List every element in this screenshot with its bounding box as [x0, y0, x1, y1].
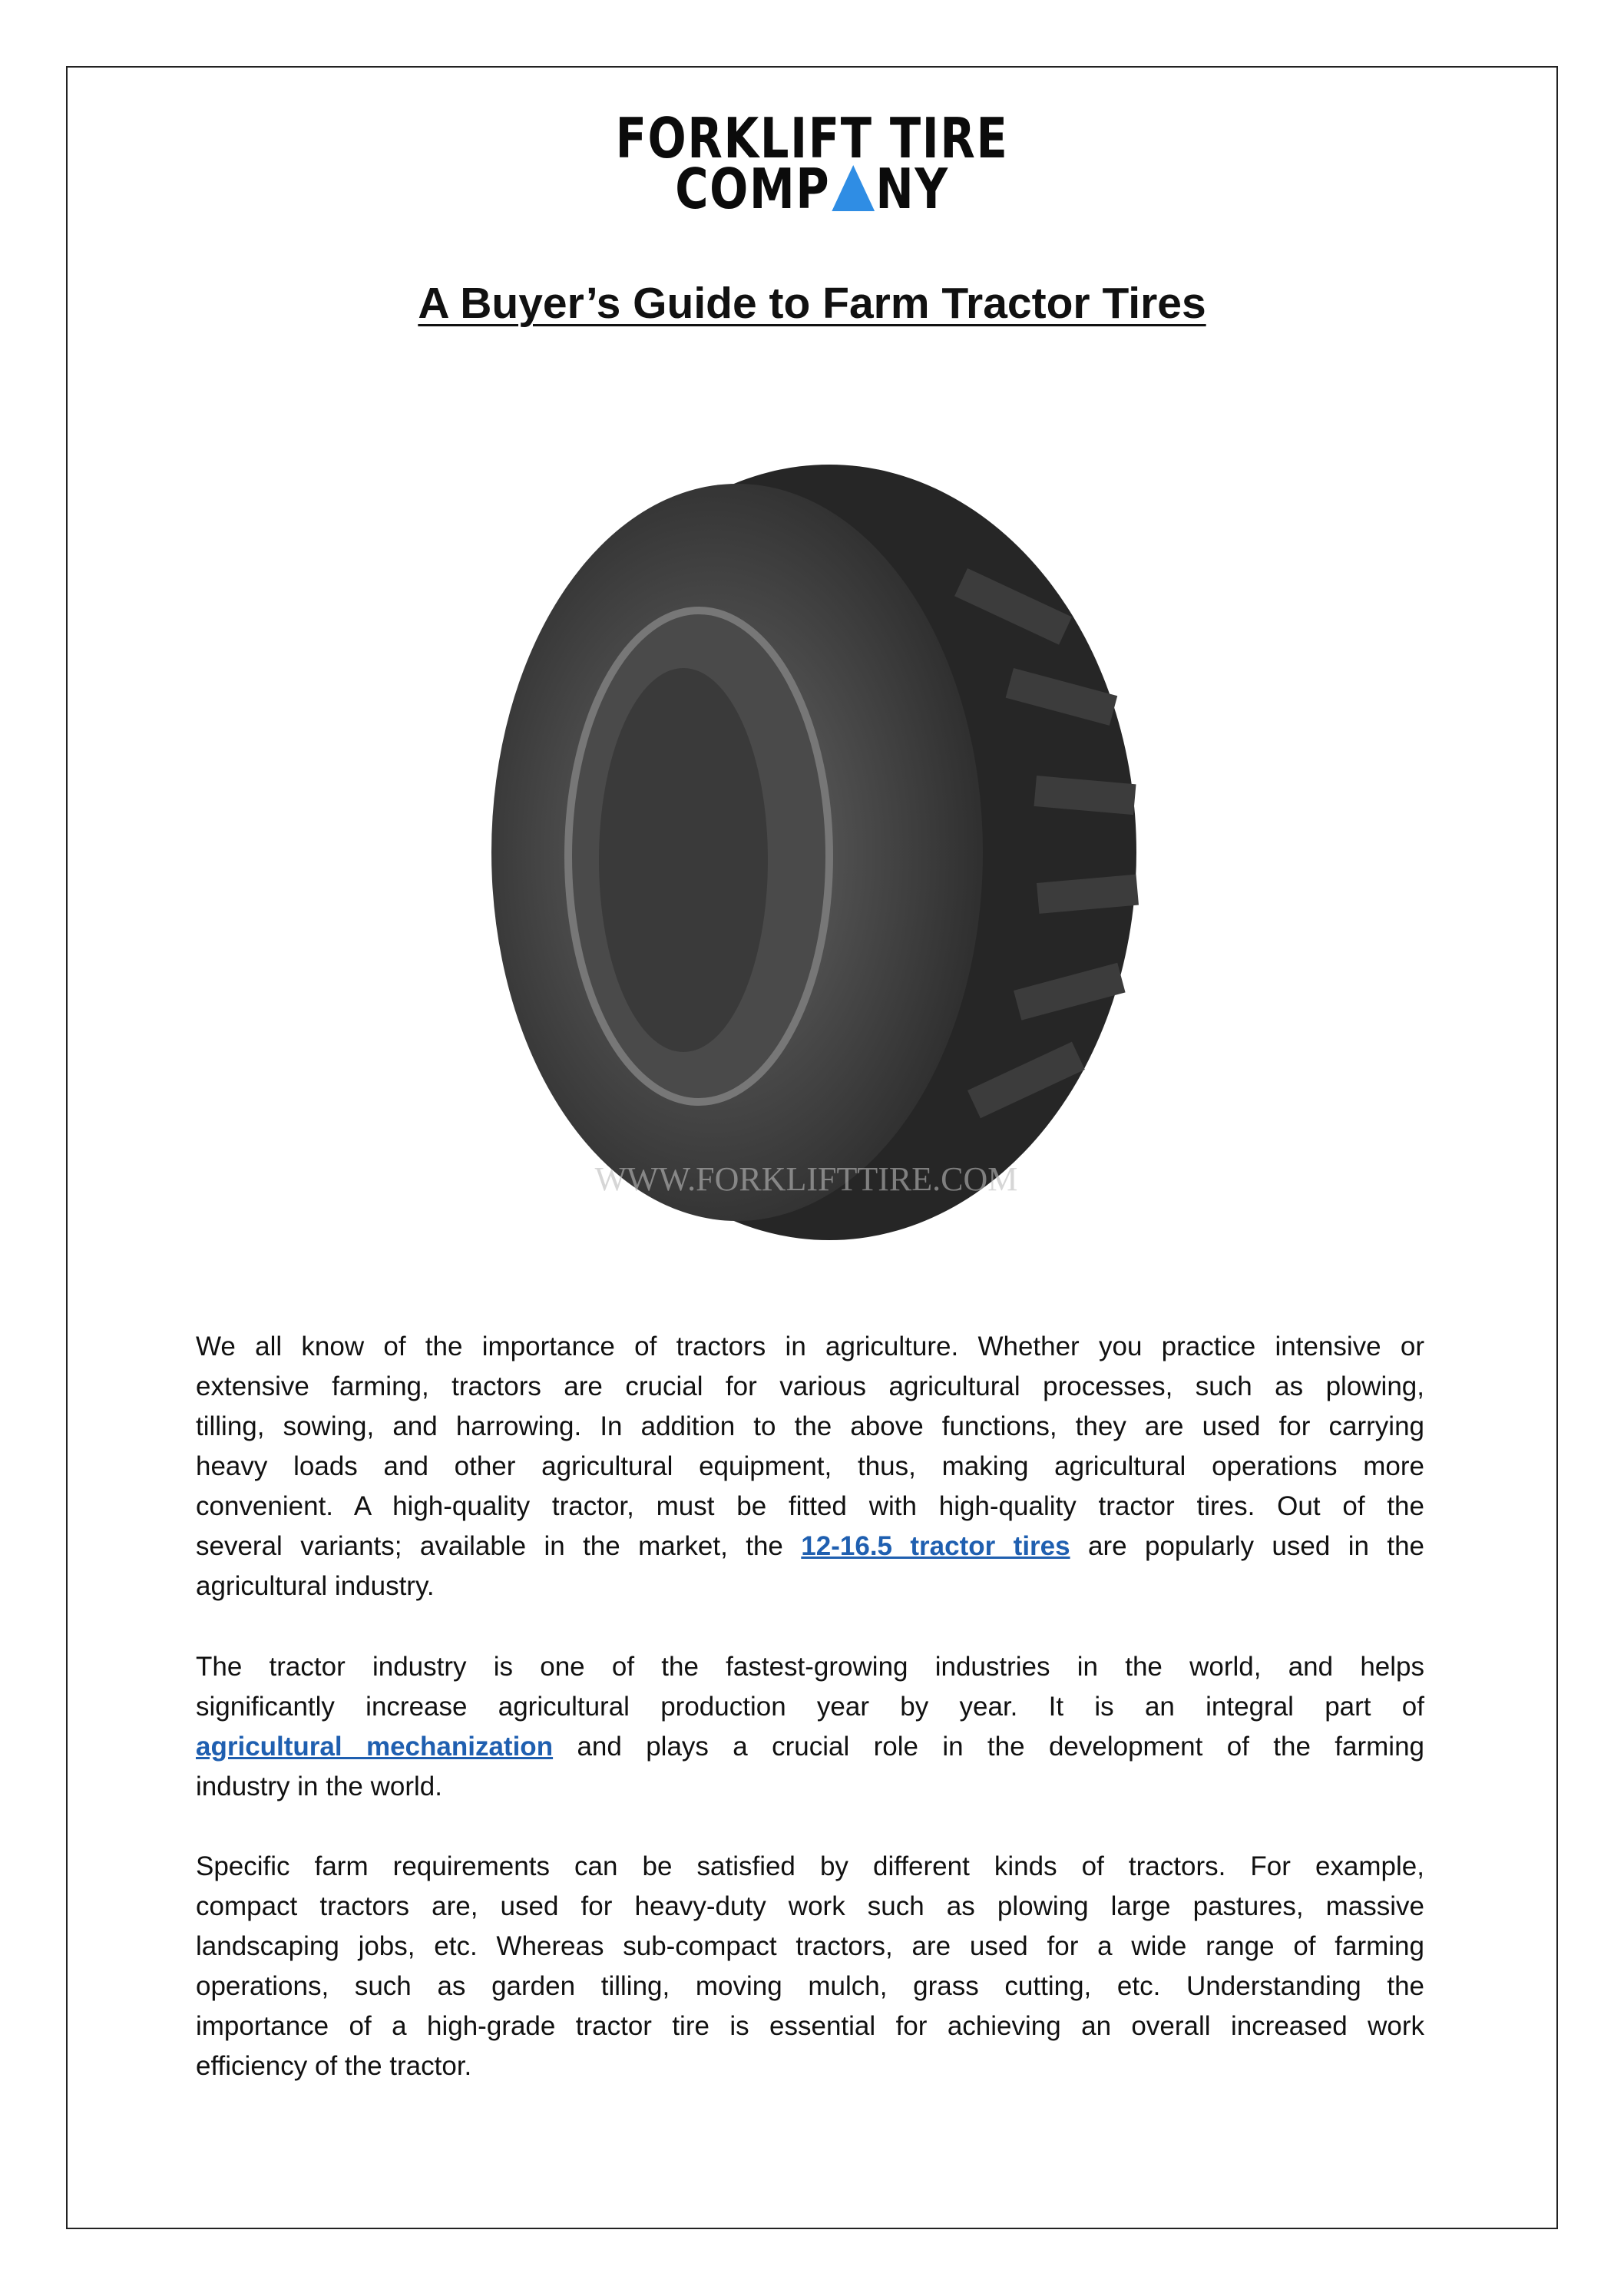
text-line: operations, such as garden tilling, moving mulch, grass cutting, etc. Understanding the [196, 1971, 1424, 2001]
text-line [196, 1727, 1424, 1767]
tire-inner [599, 668, 768, 1052]
text-segment: several variants; available in the market, the [196, 1531, 783, 1561]
text-line: industry in the world. [196, 1772, 442, 1801]
text-line: Specific farm requirements can be satisfied by different kinds of tractors. For example, [196, 1851, 1424, 1881]
page-title: A Buyer’s Guide to Farm Tractor Tires [418, 279, 1206, 328]
text-segment: are popularly used in the [1088, 1531, 1425, 1561]
text-line [196, 1527, 1424, 1567]
text-line: extensive farming, tractors are crucial for various agricultural processes, such as plowing, [196, 1371, 1424, 1401]
text-line: landscaping jobs, etc. Whereas sub-compact tractors, are used for a wide range of farming [196, 1931, 1424, 1961]
text-line: heavy loads and other agricultural equipment, thus, making agricultural operations more [196, 1451, 1424, 1481]
text-line: tilling, sowing, and harrowing. In addition to the above functions, they are used for carrying [196, 1411, 1424, 1441]
text-line: efficiency of the tractor. [196, 2051, 472, 2081]
text-line: We all know of the importance of tractors in agriculture. Whether you practice intensive or [196, 1332, 1424, 1361]
logo-line-1: FORKLIFT TIRE [615, 106, 1009, 170]
text-line: The tractor industry is one of the fastest-growing industries in the world, and helps [196, 1652, 1424, 1682]
tractor-tires-link[interactable]: 12-16.5 tractor tires [801, 1531, 1070, 1561]
tire-image [430, 453, 1182, 1252]
logo-text-a: COMP [675, 157, 831, 221]
paragraph-2 [196, 1647, 1424, 1807]
watermark-url: WWW.FORKLIFTTIRE.COM [594, 1160, 1018, 1198]
text-line: agricultural industry. [196, 1571, 435, 1601]
logo-line-2 [146, 157, 1477, 221]
text-segment: and plays a crucial role in the development of the farming [577, 1732, 1425, 1762]
triangle-logo-icon [832, 165, 875, 211]
text-line: significantly increase agricultural production year by year. It is an integral part of [196, 1692, 1424, 1722]
logo-text-b: NY [875, 157, 949, 221]
text-line: compact tractors are, used for heavy-duty work such as plowing large pastures, massive [196, 1891, 1424, 1921]
agricultural-mechanization-link[interactable]: agricultural mechanization [196, 1732, 554, 1762]
paragraph-1 [196, 1327, 1424, 1606]
text-line: importance of a high-grade tractor tire is essential for achieving an overall increased work [196, 2011, 1424, 2041]
text-line: convenient. A high-quality tractor, must be fitted with high-quality tractor tires. Out of the [196, 1491, 1424, 1521]
paragraph-3 [196, 1847, 1424, 2086]
